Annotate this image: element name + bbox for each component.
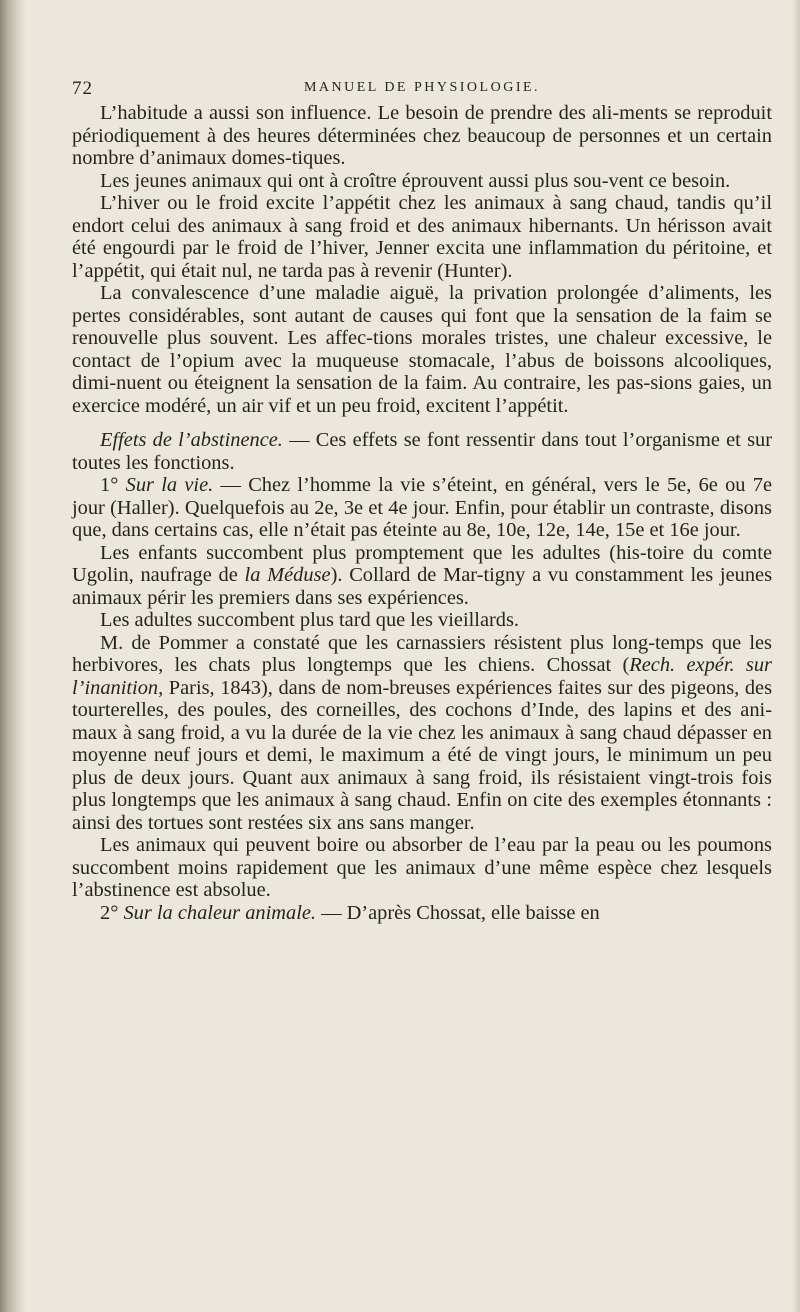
text-run: — Ces effets se font ressentir dans tout l’organisme et sur toutes les fonctions.: [72, 429, 772, 474]
italic-run: Effets de l’abstinence.: [100, 429, 283, 451]
paragraph-animaux-boire: [72, 834, 772, 902]
paragraph-enfants: [72, 542, 772, 610]
text-run: — D’après Chossat, elle baisse en: [316, 901, 600, 924]
text-run: 2°: [100, 901, 124, 924]
text-run: Les enfants succombent plus promptement que les adultes (his-toire du comte Ugolin, naufrage de: [72, 541, 772, 586]
text-run: Les animaux qui peuvent boire ou absorber de l’eau par la peau ou les poumons succombent moins rapidement que les animaux d’une même espèce chez lesquels l’abstinence est absolue.: [72, 834, 772, 901]
page-edge-right: [792, 0, 800, 1312]
paragraph-convalescence: [72, 282, 772, 417]
text-run: La convalescence d’une maladie aiguë, la privation prolongée d’aliments, les pertes considérables, sont autant de causes qui font que la sensation de la faim se renouvelle plus souvent. Les affec-tions morales tristes, une chaleur excessive, le contact de l’opium avec la muqueuse stomacale, l’abus de boissons alcooliques, dimi-nuent ou éteignent la sensation de la faim. Au contraire, les pas-sions gaies, un exercice modéré, un air vif et un peu froid, excitent l’appétit.: [72, 282, 772, 417]
text-run: M. de Pommer a constaté que les carnassiers résistent plus long-temps que les herbivores, les chats plus longtemps que les chiens. Chossat (: [72, 631, 772, 676]
paragraph-chaleur-animale: [72, 902, 772, 925]
running-head: [72, 78, 772, 102]
running-head-title: MANUEL DE PHYSIOLOGIE.: [303, 80, 541, 95]
text-run: , Paris, 1843), dans de nom-breuses expériences faites sur des pigeons, des tourterelles, des poules, des corneilles, des cochons d’Inde, des lapins et des ani-maux à sang froid, a vu la durée de la vie chez les animaux à sang chaud dépasser en moyenne neuf jours et demi, le maximum a été de vingt jours, le minimum un peu plus de deux jours. Quant aux animaux à sang froid, ils résistaient vingt-trois fois plus longtemps que les animaux à sang chaud. Enfin on cite des exemples étonnants : ainsi des tortues sont restées six ans sans manger.: [72, 676, 772, 834]
text-run: 1°: [100, 474, 126, 496]
paragraph-hiver: [72, 192, 772, 282]
paragraph-habitude: [72, 102, 772, 170]
text-run: Les jeunes animaux qui ont à croître éprouvent aussi plus sou-vent ce besoin.: [100, 169, 731, 192]
italic-run: Sur la chaleur animale.: [123, 901, 317, 924]
text-run: L’hiver ou le froid excite l’appétit chez les animaux à sang chaud, tandis qu’il endort celui des animaux à sang froid et des animaux hibernants. Un hérisson avait été engourdi par le froid de l’hiver, Jenner excita une inflammation du péritoine, et l’appétit, qui était nul, ne tarda pas à revenir (Hunter).: [72, 192, 772, 282]
paragraph-sur-la-vie: [72, 474, 772, 542]
page-number: 72: [72, 78, 93, 99]
body-text: [72, 102, 772, 924]
paragraph-adultes: [72, 609, 772, 632]
text-run: ). Collard de Mar-tigny a vu constamment les jeunes animaux périr les premiers dans ses expériences.: [72, 564, 772, 609]
text-run: L’habitude a aussi son influence. Le besoin de prendre des ali-ments se reproduit périodiquement à des heures déterminées chez beaucoup de personnes et un certain nombre d’animaux domes-tiques.: [72, 102, 772, 169]
paragraph-jeunes-animaux: [72, 170, 772, 193]
italic-run: Sur la vie.: [125, 474, 214, 496]
text-run: Les adultes succombent plus tard que les vieillards.: [100, 609, 520, 631]
paragraph-pommer-chossat: [72, 632, 772, 835]
italic-run: Rech. expér. sur l’inanition: [72, 654, 772, 699]
page-gutter-shadow: [0, 0, 26, 1312]
paragraph-effets-abstinence: [72, 429, 772, 474]
italic-run: la Méduse: [244, 564, 331, 586]
text-run: — Chez l’homme la vie s’éteint, en général, vers le 5e, 6e ou 7e jour (Haller). Quelquefois au 2e, 3e et 4e jour. Enfin, pour établir un contraste, disons que, dans certains cas, elle n’était pas éteinte au 8e, 10e, 12e, 14e, 15e et 16e jour.: [72, 474, 773, 541]
